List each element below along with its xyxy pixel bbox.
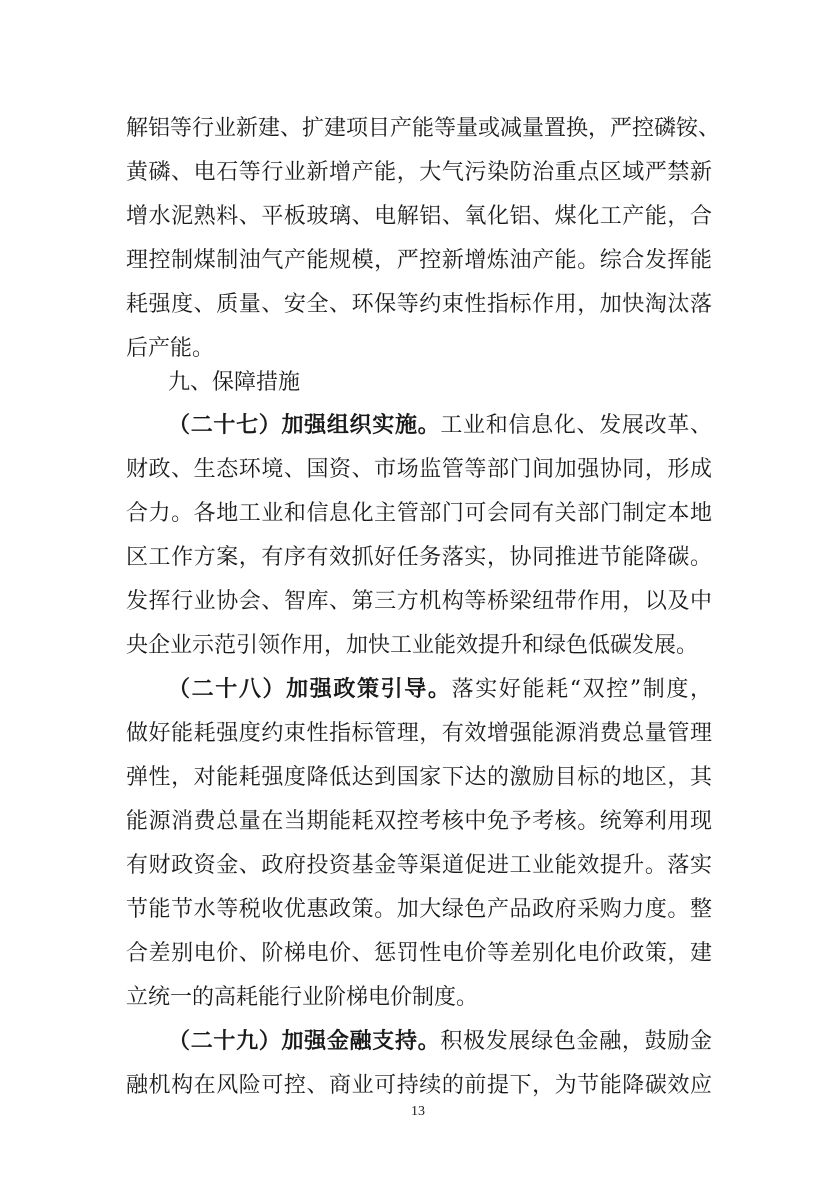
text-line: 发挥行业协会、智库、第三方机构等桥梁纽带作用，以及中 <box>126 589 712 614</box>
paragraph-title: （二十八）加强政策引导。 <box>168 677 452 702</box>
text-line: 弹性，对能耗强度降低达到国家下达的激励目标的地区，其 <box>126 765 712 790</box>
text-line: 合力。各地工业和信息化主管部门可会同有关部门制定本地 <box>126 501 712 526</box>
text-line: 理控制煤制油气产能规模，严控新增炼油产能。综合发挥能 <box>126 248 712 273</box>
text-line: 节能节水等税收优惠政策。加大绿色产品政府采购力度。整 <box>126 897 712 922</box>
text-line: 做好能耗强度约束性指标管理，有效增强能源消费总量管理 <box>126 721 712 746</box>
text-line: 能源消费总量在当期能耗双控考核中免予考核。统筹利用现 <box>126 809 712 834</box>
text-line: 耗强度、质量、安全、环保等约束性指标作用，加快淘汰落 <box>126 292 712 317</box>
text-line: 有财政资金、政府投资基金等渠道促进工业能效提升。落实 <box>126 853 712 878</box>
section-heading: 九、保障措施 <box>168 370 301 395</box>
paragraph-title: （二十九）加强金融支持。 <box>168 1029 441 1054</box>
text-line: 解铝等行业新建、扩建项目产能等量或减量置换，严控磷铵、 <box>126 116 721 141</box>
paragraph-text: 积极发展绿色金融，鼓励金 <box>440 1029 712 1054</box>
text-line: 融机构在风险可控、商业可持续的前提下，为节能降碳效应 <box>126 1073 712 1098</box>
paragraph-text: 工业和信息化、发展改革、 <box>440 413 712 438</box>
paragraph-title: （二十七）加强组织实施。 <box>168 413 441 438</box>
text-line: 央企业示范引领作用，加快工业能效提升和绿色低碳发展。 <box>126 633 699 658</box>
paragraph-first-line <box>168 670 712 710</box>
paragraph-first-line <box>168 1022 712 1062</box>
text-line: 增水泥熟料、平板玻璃、电解铝、氧化铝、煤化工产能，合 <box>126 204 712 229</box>
text-line: 区工作方案，有序有效抓好任务落实，协同推进节能降碳。 <box>126 545 712 570</box>
text-line: 立统一的高耗能行业阶梯电价制度。 <box>126 985 479 1010</box>
text-line: 黄磷、电石等行业新增产能，大气污染防治重点区域严禁新 <box>126 160 712 185</box>
page-number: 13 <box>411 1104 425 1119</box>
text-line: 后产能。 <box>126 336 215 361</box>
text-line: 财政、生态环境、国资、市场监管等部门间加强协同，形成 <box>126 457 712 482</box>
paragraph-text: 落实好能耗“双控”制度， <box>451 677 712 702</box>
paragraph-first-line <box>168 406 712 446</box>
text-line: 合差别电价、阶梯电价、惩罚性电价等差别化电价政策，建 <box>126 941 712 966</box>
